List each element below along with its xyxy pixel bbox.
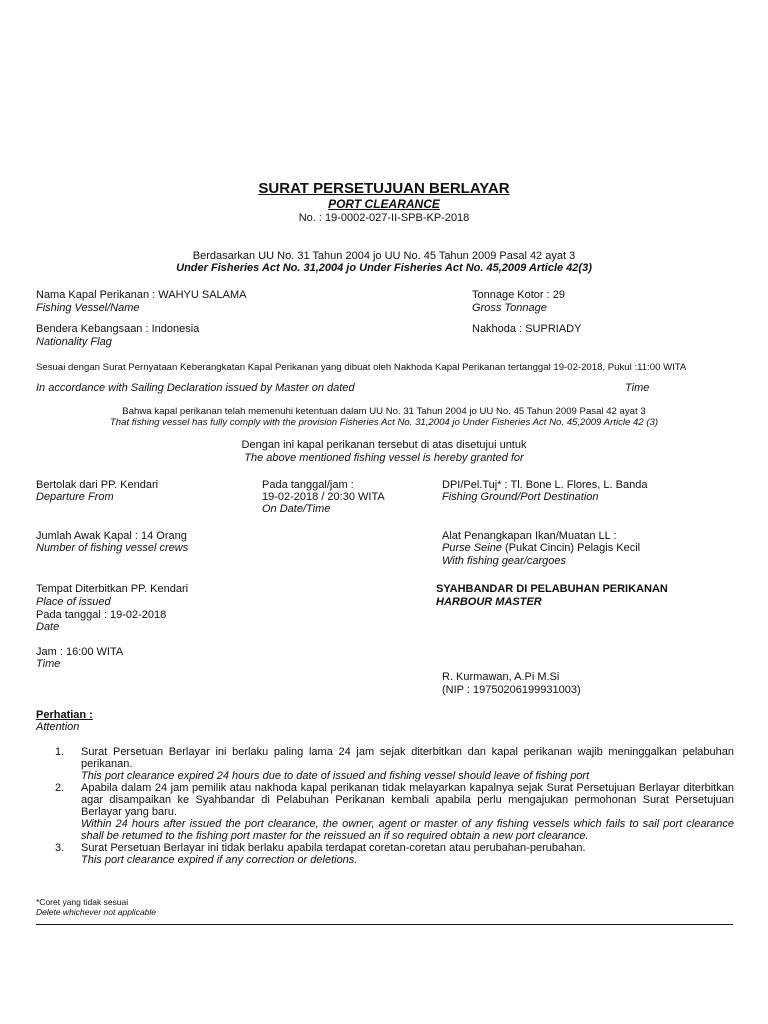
attention-item xyxy=(36,782,734,842)
nationality-flag-en: Nationality Flag xyxy=(36,336,112,348)
destination: DPI/Pel.Tuj* : Tl. Bone L. Flores, L. Banda xyxy=(442,479,648,491)
attention-item-number: 3. xyxy=(55,842,65,854)
legal-basis-en: Under Fisheries Act No. 31,2004 jo Under Fisheries Act No. 45,2009 Article 42(3) xyxy=(176,262,592,274)
attention-list xyxy=(36,746,734,866)
fishing-gear-en: With fishing gear/cargoes xyxy=(442,555,567,567)
compliance-id: Bahwa kapal perikanan telah memenuhi ketentuan dalam UU No. 31 Tahun 2004 jo UU No. 45 Tahun 2009 Pasal 42 ayat 3 xyxy=(122,406,646,417)
attention-item xyxy=(36,746,734,782)
grant-en: The above mentioned fishing vessel is hereby granted for xyxy=(244,452,524,464)
footnote-en: Delete whichever not applicable xyxy=(36,907,157,917)
fishing-gear-label: Alat Penangkapan Ikan/Muatan LL : xyxy=(442,530,617,542)
gross-tonnage-en: Gross Tonnage xyxy=(472,302,547,314)
place-of-issue-en: Place of issued xyxy=(36,596,111,608)
footer-divider xyxy=(36,924,733,925)
fishing-gear-detail: (Pukat Cincin) Pelagis Kecil xyxy=(501,542,641,554)
vessel-name-en: Fishing Vessel/Name xyxy=(36,302,140,314)
issue-date-en: Date xyxy=(36,621,60,633)
document-title: SURAT PERSETUJUAN BERLAYAR xyxy=(258,180,510,197)
authority-title-en: HARBOUR MASTER xyxy=(436,596,542,608)
issue-time: Jam : 16:00 WITA xyxy=(36,646,124,658)
crew-count: Jumlah Awak Kapal : 14 Orang xyxy=(36,530,187,542)
vessel-name: Nama Kapal Perikanan : WAHYU SALAMA xyxy=(36,289,247,301)
master-name: Nakhoda : SUPRIADY xyxy=(472,323,582,335)
signatory-name: R. Kurmawan, A.Pi M.Si xyxy=(442,671,560,683)
compliance-en: That fishing vessel has fully comply with the provision Fisheries Act No. 31,2004 jo Under Fisheries Act No. 45,2009 Article 42 (3) xyxy=(109,417,659,428)
attention-item-en: This port clearance expired if any correction or deletions. xyxy=(81,854,358,866)
place-of-issue: Tempat Diterbitkan PP. Kendari xyxy=(36,583,189,595)
departure-date-value: 19-02-2018 / 20:30 WITA xyxy=(262,491,385,503)
issue-date: Pada tanggal : 19-02-2018 xyxy=(36,609,167,621)
issue-time-en: Time xyxy=(36,658,61,670)
departure-from: Bertolak dari PP. Kendari xyxy=(36,479,159,491)
attention-item-id: Apabila dalam 24 jam pemilik atau nakhoda kapal perikanan tidak melayarkan kapalnya sejak Surat Persetujuan Berlayar diterbitkan agar disampaikan ke Syahbandar di Pelabuhan Perikanan kembali apabila perlu mengajukan permohonan Surat Persetujuan Berlayar yang baru. xyxy=(81,782,734,818)
attention-item-number: 1. xyxy=(55,746,65,758)
nationality-flag: Bendera Kebangsaan : Indonesia xyxy=(36,323,200,335)
attention-heading: Perhatian : xyxy=(36,709,93,721)
declaration-time-en: Time xyxy=(625,382,650,394)
grant-id: Dengan ini kapal perikanan tersebut di atas disetujui untuk xyxy=(241,439,527,451)
departure-date-label: Pada tanggal/jam : xyxy=(262,479,354,491)
departure-from-en: Departure From xyxy=(36,491,114,503)
attention-item-number: 2. xyxy=(55,782,65,794)
declaration-en: In accordance with Sailing Declaration issued by Master on dated xyxy=(36,382,355,394)
document-number: No. : 19-0002-027-II-SPB-KP-2018 xyxy=(298,212,470,224)
declaration-id: Sesuai dengan Surat Pernyataan Keberangkatan Kapal Perikanan yang dibuat oleh Nakhoda Kapal Perikanan tertanggal 19-02-2018, Pukul :11:00 WITA xyxy=(36,362,687,373)
destination-en: Fishing Ground/Port Destination xyxy=(442,491,599,503)
crew-count-en: Number of fishing vessel crews xyxy=(36,542,189,554)
gross-tonnage: Tonnage Kotor : 29 xyxy=(472,289,565,301)
legal-basis-id: Berdasarkan UU No. 31 Tahun 2004 jo UU No. 45 Tahun 2009 Pasal 42 ayat 3 xyxy=(192,250,576,262)
document-subtitle: PORT CLEARANCE xyxy=(328,197,440,211)
attention-item-id: Surat Persetuan Berlayar ini berlaku paling lama 24 jam sejak diterbitkan dan kapal perikanan wajib meninggalkan pelabuhan perikanan. xyxy=(81,746,734,770)
authority-title: SYAHBANDAR DI PELABUHAN PERIKANAN xyxy=(436,583,668,595)
departure-date-en: On Date/Time xyxy=(262,503,331,515)
attention-item-id: Surat Persetuan Berlayar ini tidak berlaku apabila terdapat coretan-coretan atau perubahan-perubahan. xyxy=(81,842,586,854)
attention-item xyxy=(36,842,734,866)
attention-item-en: This port clearance expired 24 hours due to date of issued and fishing vessel should leave of fishing port xyxy=(81,770,590,782)
attention-item-en: Within 24 hours after issued the port clearance, the owner, agent or master of any fishing vessels which fails to sail port clearance shall be retumed to the fishing port master for the reissued an if so required obtain a new port clearance. xyxy=(81,818,734,842)
attention-heading-en: Attention xyxy=(36,721,80,733)
footnote-id: *Coret yang tidak sesuai xyxy=(36,897,129,907)
signatory-nip: (NIP : 19750206199931003) xyxy=(442,684,581,696)
fishing-gear-value xyxy=(442,542,640,554)
fishing-gear-name: Purse Seine xyxy=(442,542,502,554)
